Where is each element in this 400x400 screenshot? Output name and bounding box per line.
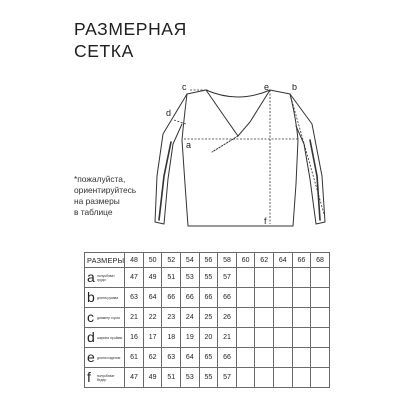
size-cell [292,368,311,388]
page-title [74,18,187,62]
size-cell: 66 [181,288,200,308]
header-label: РАЗМЕРЫ [85,253,125,268]
size-cell [255,268,274,288]
size-cell [311,368,330,388]
note-line-4: в таблице [74,207,113,217]
size-cell: 26 [218,308,237,328]
size-cell [274,368,293,388]
label-a: a [186,140,192,150]
size-cell [311,268,330,288]
row-label [85,288,125,308]
size-cell: 57 [218,268,237,288]
size-cell: 64 [181,348,200,368]
size-cell: 21 [218,328,237,348]
size-cell: 47 [125,268,144,288]
size-cell [311,348,330,368]
label-e: e [264,84,270,92]
size-cell [292,288,311,308]
shoulder-right [270,90,290,94]
table-row [85,268,330,288]
row-description: диаметр горла [97,315,120,320]
row-label [85,268,125,288]
size-cell: 23 [162,308,181,328]
size-cell: 19 [181,328,200,348]
label-c: c [182,84,187,92]
row-label [85,328,125,348]
size-cell: 57 [218,368,237,388]
size-cell: 49 [143,368,162,388]
size-cell [236,328,255,348]
size-cell: 61 [125,348,144,368]
size-cell: 53 [181,368,200,388]
wrap-overlap [212,136,238,152]
size-cell: 51 [162,268,181,288]
size-cell [255,308,274,328]
garment-diagram [150,84,328,244]
size-cell: 65 [199,348,218,368]
size-cell [274,288,293,308]
row-description: ширина проймы [97,335,123,340]
size-cell [274,328,293,348]
label-b: b [292,84,298,92]
table-row [85,308,330,328]
size-cell: 16 [125,328,144,348]
size-cell [274,308,293,328]
size-cell: 55 [199,268,218,288]
table-row [85,328,330,348]
size-header: 58 [218,253,237,268]
size-cell: 25 [199,308,218,328]
note-line-3: на размеры [74,196,120,206]
size-cell: 20 [199,328,218,348]
row-letter: d [87,329,95,345]
sleeve-stripe-right [310,140,320,220]
title-line-2: СЕТКА [74,41,134,61]
row-letter: c [87,309,94,325]
size-cell: 49 [143,268,162,288]
size-header: 48 [125,253,144,268]
size-header: 62 [255,253,274,268]
size-cell: 22 [143,308,162,328]
size-cell: 18 [162,328,181,348]
size-cell [236,368,255,388]
size-cell [274,348,293,368]
size-table [84,252,330,388]
size-cell [236,268,255,288]
size-cell: 63 [162,348,181,368]
size-header: 56 [199,253,218,268]
row-letter: e [87,349,95,365]
size-cell: 66 [218,348,237,368]
size-cell: 51 [162,368,181,388]
body-outline [182,94,298,226]
size-cell [292,268,311,288]
row-label [85,368,125,388]
size-header: 54 [181,253,200,268]
size-cell: 66 [218,288,237,308]
size-header: 64 [274,253,293,268]
row-label [85,348,125,368]
size-cell: 47 [125,368,144,388]
title-line-1: РАЗМЕРНАЯ [74,19,187,39]
size-cell: 21 [125,308,144,328]
table-row [85,368,330,388]
size-cell: 66 [199,288,218,308]
label-f: f [264,216,267,226]
size-cell: 66 [162,288,181,308]
size-cell [274,268,293,288]
size-cell [255,348,274,368]
row-description: длина рукава [97,295,119,300]
size-cell [311,308,330,328]
size-cell [255,288,274,308]
row-description: полуобхват груди [96,273,115,282]
shoulder-left [187,90,206,94]
size-header: 60 [236,253,255,268]
size-cell [292,308,311,328]
row-description: полуобхват бедер [96,373,115,382]
size-cell [311,288,330,308]
row-letter: b [87,289,95,305]
row-letter: f [87,369,91,385]
size-header: 66 [292,253,311,268]
size-cell [292,328,311,348]
size-header: 50 [143,253,162,268]
row-letter: a [87,269,95,285]
size-table-header-row [85,253,330,268]
row-description: длина изделия [97,355,121,360]
size-cell [236,348,255,368]
size-cell: 64 [143,288,162,308]
size-header: 52 [162,253,181,268]
neckline-back [206,90,270,97]
size-cell [255,368,274,388]
size-cell: 63 [125,288,144,308]
size-header: 68 [311,253,330,268]
size-cell: 55 [199,368,218,388]
table-row [85,288,330,308]
row-label [85,308,125,328]
size-cell: 17 [143,328,162,348]
size-cell [236,288,255,308]
note-line-2: ориентируйтесь [74,185,137,195]
size-cell [311,328,330,348]
size-cell [292,348,311,368]
size-note [74,174,184,218]
note-line-1: *пожалуйста, [74,174,126,184]
label-d: d [166,108,172,118]
size-cell: 53 [181,268,200,288]
size-cell: 24 [181,308,200,328]
table-row [85,348,330,368]
size-cell: 62 [143,348,162,368]
size-table-body [85,268,330,388]
size-cell [236,308,255,328]
size-cell [255,328,274,348]
right-sleeve-outline [290,94,325,224]
